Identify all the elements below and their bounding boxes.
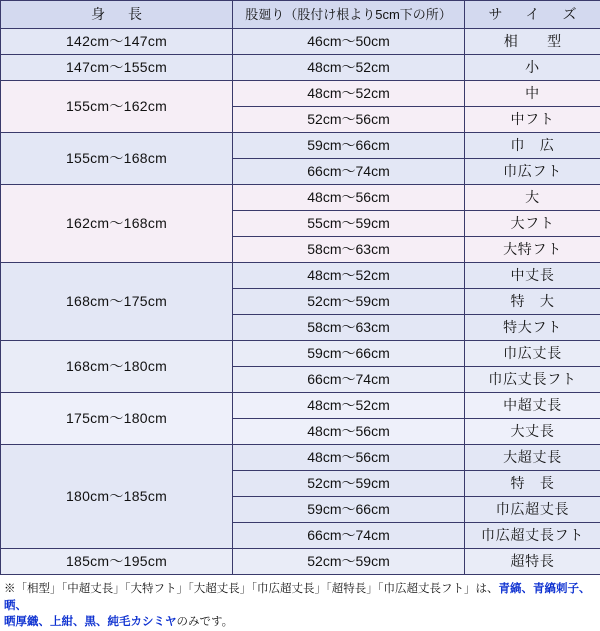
table-row xyxy=(1,445,600,471)
table-row xyxy=(1,81,600,107)
size-cell: 相 型 xyxy=(465,29,600,55)
size-cell: 特 長 xyxy=(465,471,600,497)
waist-cell: 58cm～63cm xyxy=(233,237,465,263)
table-header xyxy=(1,1,600,29)
size-cell: 中 xyxy=(465,81,600,107)
size-cell: 巾広フト xyxy=(465,159,600,185)
size-cell: 小 xyxy=(465,55,600,81)
height-cell: 175cm～180cm xyxy=(1,393,233,445)
height-cell: 155cm～162cm xyxy=(1,81,233,133)
waist-cell: 55cm～59cm xyxy=(233,211,465,237)
table-row xyxy=(1,29,600,55)
waist-cell: 66cm～74cm xyxy=(233,159,465,185)
height-cell: 185cm～195cm xyxy=(1,549,233,575)
height-cell: 147cm～155cm xyxy=(1,55,233,81)
waist-cell: 48cm～52cm xyxy=(233,393,465,419)
waist-cell: 52cm～59cm xyxy=(233,471,465,497)
waist-cell: 46cm～50cm xyxy=(233,29,465,55)
size-cell: 大超丈長 xyxy=(465,445,600,471)
size-cell: 特 大 xyxy=(465,289,600,315)
table-row xyxy=(1,549,600,575)
size-cell: 巾 広 xyxy=(465,133,600,159)
height-cell: 180cm～185cm xyxy=(1,445,233,549)
waist-cell: 59cm～66cm xyxy=(233,497,465,523)
waist-cell: 48cm～56cm xyxy=(233,185,465,211)
footnote-highlight-1: 青縞、青縞刺子、晒、 xyxy=(4,583,591,612)
column-header-size: サ イ ズ xyxy=(465,1,600,29)
size-cell: 巾広超丈長 xyxy=(465,497,600,523)
waist-cell: 52cm～59cm xyxy=(233,549,465,575)
size-cell: 巾広超丈長フト xyxy=(465,523,600,549)
waist-cell: 48cm～56cm xyxy=(233,419,465,445)
table-row xyxy=(1,55,600,81)
height-cell: 168cm～180cm xyxy=(1,341,233,393)
waist-cell: 48cm～52cm xyxy=(233,55,465,81)
table-row xyxy=(1,263,600,289)
column-header-height: 身 長 xyxy=(1,1,233,29)
waist-cell: 52cm～56cm xyxy=(233,107,465,133)
footnote-tail: のみです。 xyxy=(177,616,234,628)
footnote-highlight-2: 晒厚織、上紺、黒、純毛カシミヤ xyxy=(4,616,177,628)
height-cell: 155cm～168cm xyxy=(1,133,233,185)
table-row xyxy=(1,133,600,159)
size-cell: 巾広丈長フト xyxy=(465,367,600,393)
waist-cell: 48cm～52cm xyxy=(233,81,465,107)
size-cell: 中丈長 xyxy=(465,263,600,289)
size-cell: 超特長 xyxy=(465,549,600,575)
waist-cell: 66cm～74cm xyxy=(233,367,465,393)
waist-cell: 58cm～63cm xyxy=(233,315,465,341)
table-body xyxy=(1,29,600,575)
waist-cell: 48cm～52cm xyxy=(233,263,465,289)
size-cell: 大 xyxy=(465,185,600,211)
size-cell: 大特フト xyxy=(465,237,600,263)
size-cell: 大丈長 xyxy=(465,419,600,445)
column-header-waist: 股廻り（股付け根より5cm下の所） xyxy=(233,1,465,29)
waist-cell: 66cm～74cm xyxy=(233,523,465,549)
size-cell: 中フト xyxy=(465,107,600,133)
size-cell: 大フト xyxy=(465,211,600,237)
height-cell: 162cm～168cm xyxy=(1,185,233,263)
table-row xyxy=(1,393,600,419)
waist-cell: 48cm～56cm xyxy=(233,445,465,471)
table-row xyxy=(1,185,600,211)
waist-cell: 52cm～59cm xyxy=(233,289,465,315)
footnote xyxy=(0,575,600,631)
table-header-row xyxy=(1,1,600,29)
size-cell: 巾広丈長 xyxy=(465,341,600,367)
height-cell: 142cm～147cm xyxy=(1,29,233,55)
size-cell: 特大フト xyxy=(465,315,600,341)
waist-cell: 59cm～66cm xyxy=(233,341,465,367)
height-cell: 168cm～175cm xyxy=(1,263,233,341)
waist-cell: 59cm～66cm xyxy=(233,133,465,159)
footnote-lead: ※「相型」「中超丈長」「大特フト」「大超丈長」「巾広超丈長」「超特長」「巾広超丈長フト」は、 xyxy=(4,583,499,595)
table-row xyxy=(1,341,600,367)
size-cell: 中超丈長 xyxy=(465,393,600,419)
